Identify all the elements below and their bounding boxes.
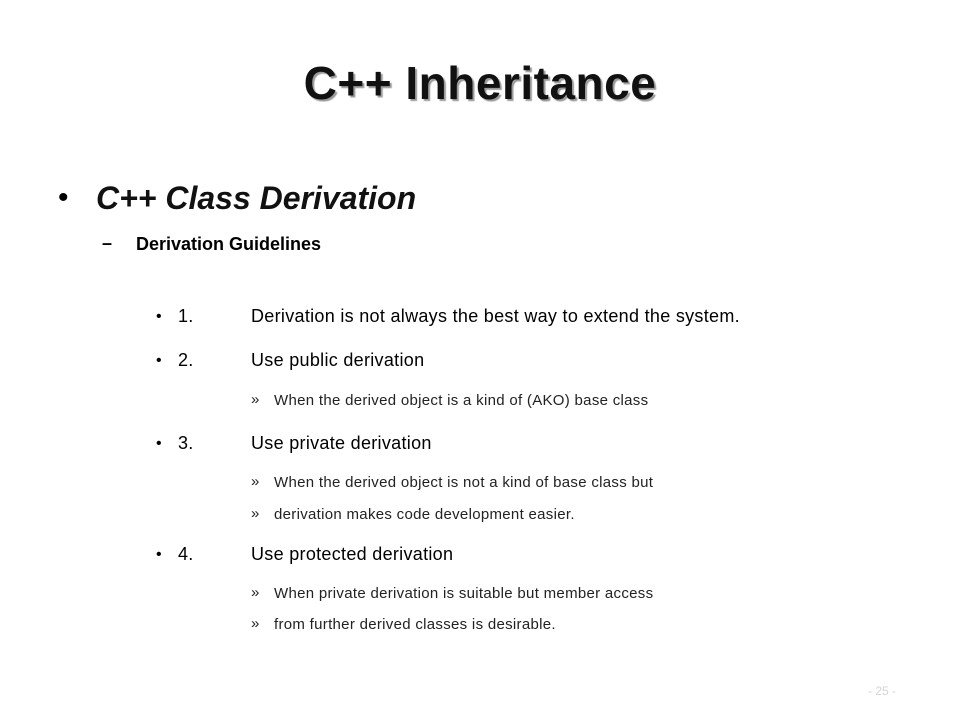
raquo-icon: »	[251, 615, 260, 632]
slide-title: C++ Inheritance	[303, 57, 657, 109]
heading-class-derivation: C++ Class Derivation	[96, 180, 417, 216]
sub-item-text: When the derived object is a kind of (AKO) base class	[274, 392, 649, 409]
item-text: Use private derivation	[251, 433, 432, 453]
item-text: Use public derivation	[251, 350, 425, 370]
raquo-icon: »	[251, 584, 260, 601]
item-text: Use protected derivation	[251, 544, 454, 564]
sub-item-text: When private derivation is suitable but member access	[274, 585, 654, 602]
item-number: 3.	[178, 433, 194, 453]
bullet-icon: •	[156, 308, 162, 325]
item-text: Derivation is not always the best way to extend the system.	[251, 306, 740, 326]
raquo-icon: »	[251, 505, 260, 522]
page-number: - 25 -	[868, 684, 897, 698]
bullet-icon: •	[156, 435, 162, 452]
item-number: 4.	[178, 544, 194, 564]
item-number: 2.	[178, 350, 194, 370]
subheading-guidelines: Derivation Guidelines	[136, 234, 322, 254]
sub-item-text: from further derived classes is desirable.	[274, 616, 556, 633]
dash-icon: –	[102, 233, 113, 253]
item-number: 1.	[178, 306, 194, 326]
bullet-icon: •	[58, 181, 69, 214]
raquo-icon: »	[251, 473, 260, 490]
raquo-icon: »	[251, 391, 260, 408]
sub-item-text: derivation makes code development easier.	[274, 506, 575, 523]
bullet-icon: •	[156, 352, 162, 369]
sub-item-text: When the derived object is not a kind of base class but	[274, 474, 654, 491]
bullet-icon: •	[156, 546, 162, 563]
